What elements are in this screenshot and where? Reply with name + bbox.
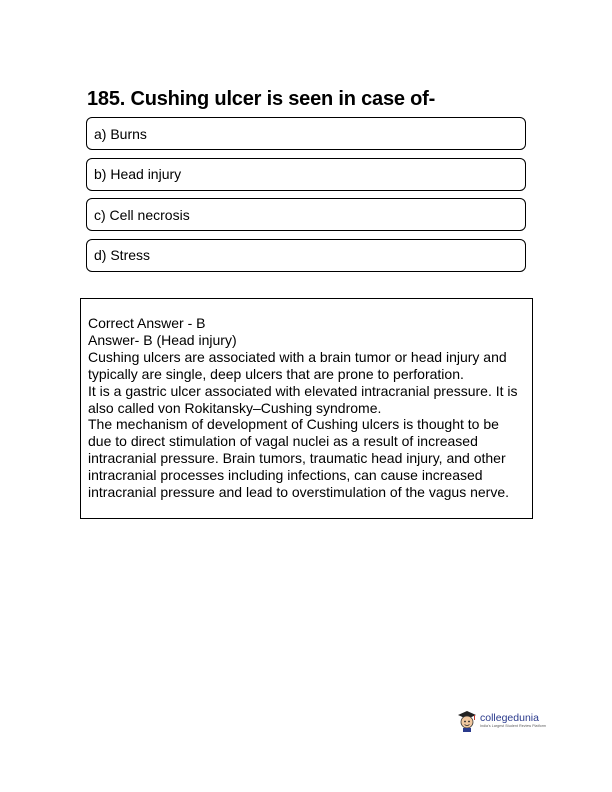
explanation-paragraph-2: It is a gastric ulcer associated with elevated intracranial pressure. It is also called von Rokitansky–Cushing syndrome.	[88, 382, 518, 416]
option-a[interactable]	[86, 117, 526, 150]
logo-wordmark: collegedunia	[480, 711, 539, 724]
question-title: 185. Cushing ulcer is seen in case of-	[87, 88, 436, 110]
answer-line: Answer- B (Head injury)	[88, 331, 237, 348]
answer-explanation-box	[80, 298, 533, 519]
explanation-paragraph-1: Cushing ulcers are associated with a brain tumor or head injury and typically are single, deep ulcers that are prone to perforation.	[88, 348, 507, 382]
option-c-label: c) Cell necrosis	[94, 206, 190, 223]
logo-tagline: India's Largest Student Review Platform	[480, 723, 547, 728]
option-d[interactable]	[86, 239, 526, 272]
option-a-label: a) Burns	[94, 125, 147, 142]
collegedunia-logo	[456, 708, 546, 732]
explanation-paragraph-3: The mechanism of development of Cushing ulcers is thought to be due to direct stimulation of vagal nuclei as a result of increased intracranial pressure. Brain tumors, traumatic head injury, and other intracranial processes including infections, can cause increased intracranial pressure and lead to overstimulation of the vagus nerve.	[88, 416, 510, 501]
graduate-mascot-icon	[456, 708, 478, 732]
option-c[interactable]	[86, 198, 526, 231]
answer-options	[86, 117, 526, 279]
correct-answer-line: Correct Answer - B	[88, 315, 206, 331]
option-b[interactable]	[86, 158, 526, 191]
option-b-label: b) Head injury	[94, 166, 182, 182]
option-d-label: d) Stress	[94, 247, 151, 263]
